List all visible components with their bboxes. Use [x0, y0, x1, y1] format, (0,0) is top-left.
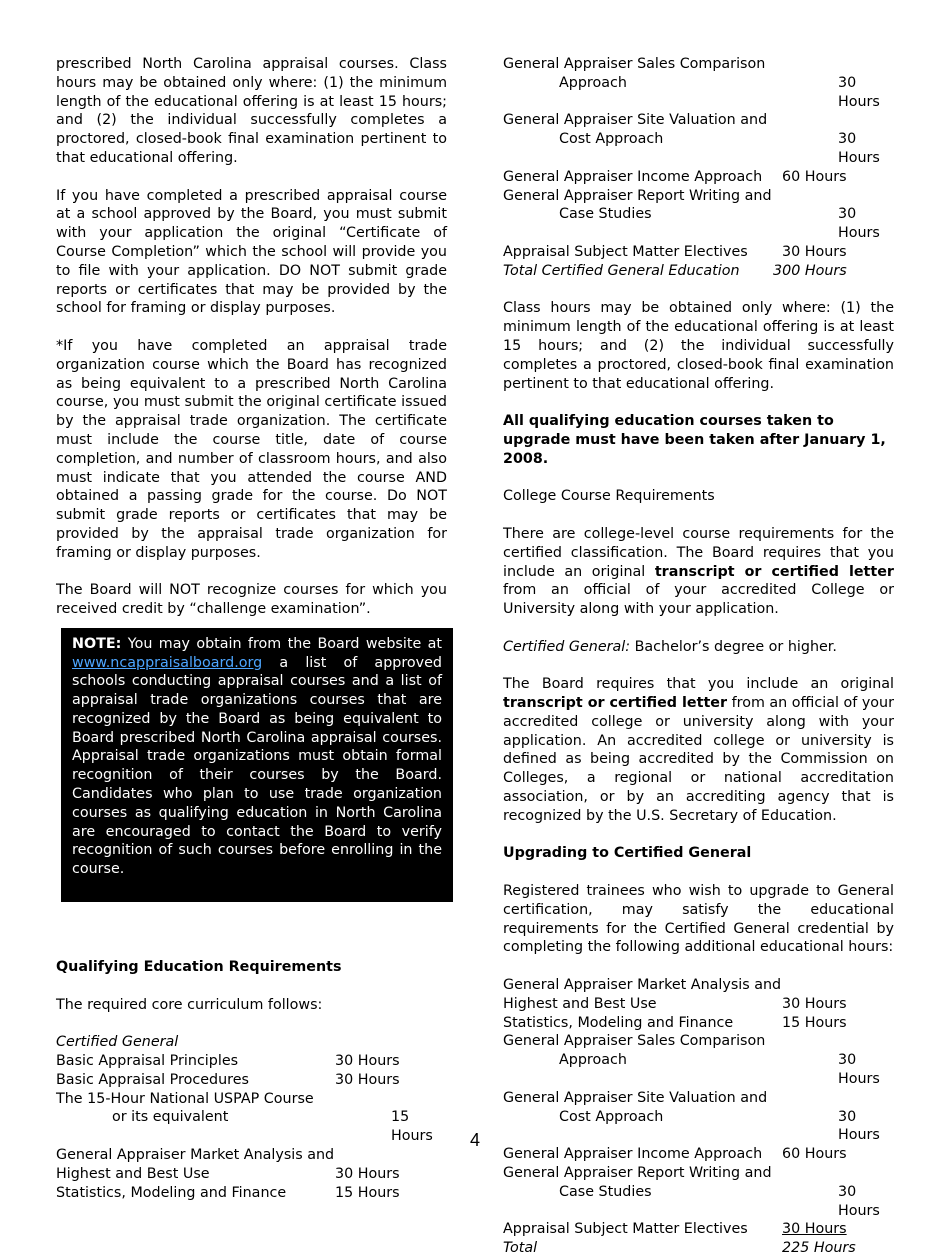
course-row: Statistics, Modeling and Finance 15 Hours	[56, 1184, 400, 1201]
paragraph-accredited: The Board requires that you include an original transcript or certified letter from an official of your accredited college or university along with your application. An accredited college or university is defined as being accredited by the Commission on Colleges, a regional or national accreditation association, or by an accrediting agency that is recognized by the U.S. Secretary of Education.	[503, 676, 894, 824]
course-row: General Appraiser Market Analysis and Highest and Best Use 30 Hours	[56, 1147, 400, 1182]
upgrade-course-table	[503, 976, 894, 1258]
course-row: General Appraiser Report Writing and Case Studies 30 Hours	[503, 187, 880, 242]
left-column	[56, 55, 447, 1202]
paragraph-class-hours-right: Class hours may be obtained only where: (1) the minimum length of the educational offering is at least 15 hours; and (2) the individual successfully completes a proctored, closed-book final examination pertinent to that educational offering.	[503, 300, 894, 392]
paragraph-class-hours: prescribed North Carolina appraisal courses. Class hours may be obtained only where: (1) the minimum length of the educational offering is at least 15 hours; and (2) the individual successfully completes a proctored, closed-book final examination pertinent to that educational offering.	[56, 56, 447, 166]
core-curriculum-intro: The required core curriculum follows:	[56, 996, 323, 1013]
course-row: General Appraiser Income Approach 60 Hours	[503, 168, 847, 185]
upgrade-date-notice: All qualifying education courses taken to upgrade must have been taken after January 1, 2008.	[503, 413, 886, 467]
page-number: 4	[469, 1130, 480, 1150]
note-box	[61, 628, 453, 902]
paragraph-trade-organization: *If you have completed an appraisal trade organization course which the Board has recognized as being equivalent to a prescribed North Carolina course, you must submit the original certificate issued by the appraisal trade organization. The certificate must include the course title, date of course completion, and number of classroom hours, and also must indicate that you attended the course AND obtained a passing grade for the course. Do NOT submit grade reports or certificates that may be provided by the appraisal trade organization for framing or display purposes.	[56, 337, 447, 561]
core-course-table-continued	[503, 55, 894, 281]
table-title: Certified General	[56, 1034, 179, 1051]
course-row: Basic Appraisal Procedures 30 Hours	[56, 1071, 400, 1088]
note-text-after: a list of approved schools conducting appraisal courses and a list of appraisal trade organizations courses that are recognized by the Board as being equivalent to Board prescribed North Carolina appraisal courses. Appraisal trade organizations must obtain formal recognition of their courses by the Board. Candidates who plan to use trade organization courses as qualifying education in North Carolina are encouraged to contact the Board to verify recognition of such courses before enrolling in the course.	[72, 654, 442, 878]
course-row: General Appraiser Site Valuation and Cost Approach 30 Hours	[503, 1089, 880, 1144]
upgrading-heading: Upgrading to Certified General	[503, 845, 752, 862]
note-text-before: You may obtain from the Board website at	[121, 635, 442, 652]
core-course-table	[56, 1033, 447, 1202]
course-row: General Appraiser Site Valuation and Cost Approach 30 Hours	[503, 112, 880, 166]
paragraph-upgrading: Registered trainees who wish to upgrade to General certification, may satisfy the educational requirements for the Certified General credential by completing the following additional educational hours:	[503, 883, 894, 956]
note-label: NOTE:	[72, 635, 122, 652]
qualifying-education-heading: Qualifying Education Requirements	[56, 959, 342, 976]
college-requirements-heading: College Course Requirements	[503, 488, 715, 505]
upgrade-total-row: Total 225 Hours	[503, 1240, 856, 1257]
course-row: The 15-Hour National USPAP Course or its equivalent 15 Hours	[56, 1090, 433, 1145]
total-row: Total Certified General Education 300 Hours	[503, 262, 847, 279]
course-row: General Appraiser Report Writing and Case Studies 30 Hours	[503, 1165, 880, 1219]
course-row: General Appraiser Sales Comparison Approach 30 Hours	[503, 1033, 880, 1088]
paragraph-certificate-completion: If you have completed a prescribed appraisal course at a school approved by the Board, you must submit with your application the original “Certificate of Course Completion” which the school will provide you to file with your application. DO NOT submit grade reports or certificates that may be provided by the school for framing or display purposes.	[56, 187, 447, 317]
course-row: Appraisal Subject Matter Electives 30 Hours	[503, 1221, 847, 1238]
board-website-link[interactable]: www.ncappraisalboard.org	[72, 654, 263, 671]
course-row: General Appraiser Market Analysis and Highest and Best Use 30 Hours	[503, 977, 847, 1012]
course-row: Basic Appraisal Principles 30 Hours	[56, 1053, 400, 1070]
course-row: Appraisal Subject Matter Electives 30 Hours	[503, 243, 847, 260]
paragraph-challenge-exam: The Board will NOT recognize courses for which you received credit by “challenge examination”.	[56, 582, 447, 618]
course-row: Statistics, Modeling and Finance 15 Hours	[503, 1014, 847, 1031]
certified-general-degree: Certified General: Bachelor’s degree or higher.	[503, 638, 837, 655]
right-column	[503, 55, 894, 1258]
course-row: General Appraiser Sales Comparison Approach 30 Hours	[503, 56, 880, 110]
course-row: General Appraiser Income Approach 60 Hours	[503, 1146, 847, 1163]
paragraph-college-level: There are college-level course requirements for the certified classification. The Board requires that you include an original transcript or certified letter from an official of your accredited College or University along with your application.	[503, 525, 894, 618]
